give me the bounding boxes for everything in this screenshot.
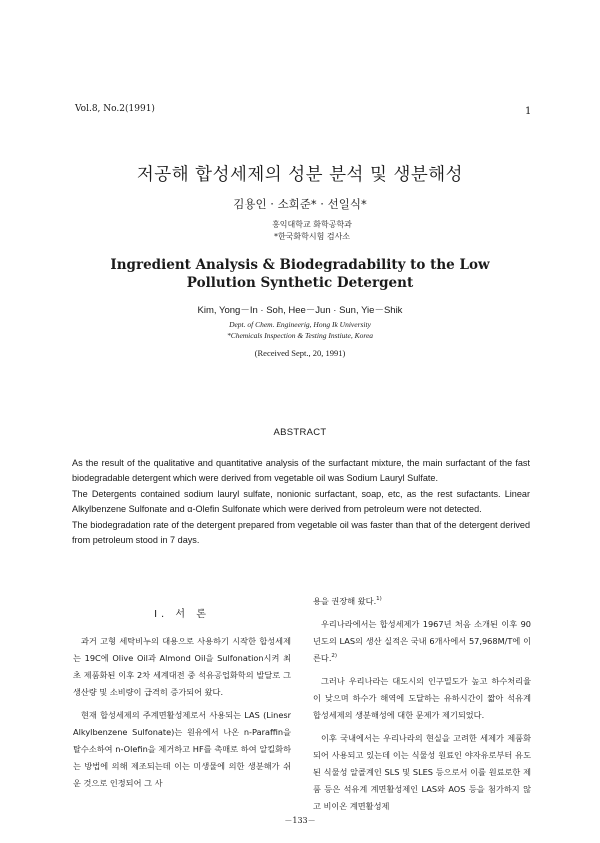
english-title-line-1: Ingredient Analysis & Biodegradability to the Low (110, 257, 490, 273)
intro-paragraph-5-text: 그러나 우리나라는 대도시의 인구밀도가 높고 하수처리율이 낮으며 하수가 해역에 도달하는 유하시간이 짧아 석유계 합성세제의 생분해성에 대한 문제가 제기되었다. (313, 676, 531, 720)
korean-affiliation-1: 홍익대학교 화학공학과 (272, 220, 352, 229)
korean-authors: 김용인 · 소희준* · 선일식* (233, 197, 367, 211)
page-number: 1 (525, 106, 532, 117)
left-column (73, 606, 291, 798)
intro-paragraph-5 (313, 673, 531, 724)
abstract-paragraph-3: The biodegradation rate of the detergent prepared from vegetable oil was faster than that of the detergent derived from petroleum stood in 7 days. (72, 520, 530, 545)
intro-paragraph-3-text: 용을 권장해 왔다. (313, 596, 377, 606)
reference-marker-1: 1) (376, 596, 382, 602)
abstract-paragraph-1: As the result of the qualitative and quantitative analysis of the surfactant mixture, the main surfactant of the fast biodegradable detergent which were derived from vegetable oil was Sodium Lauryl Sulfate. (72, 458, 530, 483)
reference-marker-2: 2) (331, 653, 338, 659)
english-affiliation-2: *Chemicals Inspection & Testing Instiute, Korea (226, 331, 374, 340)
korean-title: 저공해 합성세제의 성분 분석 및 생분해성 (136, 165, 464, 185)
intro-paragraph-2: 현재 합성세제의 주계면활성제로서 사용되는 LAS (Linesr Alkylbenzene Sulfonate)는 원유에서 나온 n-Paraffin을 탈수소하여 n-Olefin을 제거하고 HF를 촉매로 하여 알킬화하는 방법에 의해 제조되는데 이는 미생물에 의한 생분해가 쉬운 것으로 인정되어 그 사 (73, 710, 291, 788)
english-authors: Kim, Yong－In · Soh, Hee－Jun · Sun, Yie－Shik (197, 305, 403, 316)
english-title-line-2: Pollution Synthetic Detergent (186, 275, 414, 291)
english-affiliation-1: Dept. of Chem. Engineerig, Hong Ik University (229, 320, 371, 329)
page-footer-number: －133－ (284, 816, 316, 825)
right-column (313, 593, 531, 821)
abstract-heading: ABSTRACT (273, 427, 327, 438)
abstract-paragraph-2: The Detergents contained sodium lauryl sulfate, nonionic surfactant, soap, etc, as the rest sufactants. Linear Alkylbenzene Sulfonate and α-Olefin Sulfonate which were derived from petroleum were not detected. (72, 489, 530, 514)
intro-paragraph-4 (313, 616, 531, 667)
intro-paragraph-3 (313, 593, 531, 610)
korean-affiliation-2: *한국화학시험 검사소 (273, 232, 351, 241)
received-date: (Received Sept., 20, 1991) (254, 348, 346, 358)
intro-paragraph-6 (313, 730, 531, 815)
intro-paragraph-1: 과거 고형 세탁비누의 대용으로 사용하기 시작한 합성세제는 19C에 Olive Oil과 Almond Oil을 Sulfonation시켜 최초 제품화된 이후 2차 세계대전 중 석유공업화학의 발달로 그 생산량 및 소비량이 급격히 증가되어 왔다. (73, 636, 291, 697)
english-title (0, 256, 600, 292)
intro-paragraph-4-text: 우리나라에서는 합성세제가 1967년 처음 소개된 이후 90년도의 LAS의 생산 실적은 국내 6개사에서 57,968M/T에 이른다. (313, 619, 531, 663)
abstract-body (72, 456, 530, 549)
journal-volume: Vol.8, No.2(1991) (75, 104, 155, 114)
section-heading-introduction: I. 서 론 (154, 609, 210, 620)
intro-paragraph-6-text: 이후 국내에서는 우리나라의 현실을 고려한 세제가 제품화되어 사용되고 있는데 이는 식물성 원료인 야자유로부터 유도된 식물성 알콜계인 SLS 및 SLES 등으로서 이를 원료로한 제품 등은 석유계 계면활성제인 LAS와 AOS 등을 첨가하지 않고 비이온 계면활성제 (313, 733, 531, 811)
